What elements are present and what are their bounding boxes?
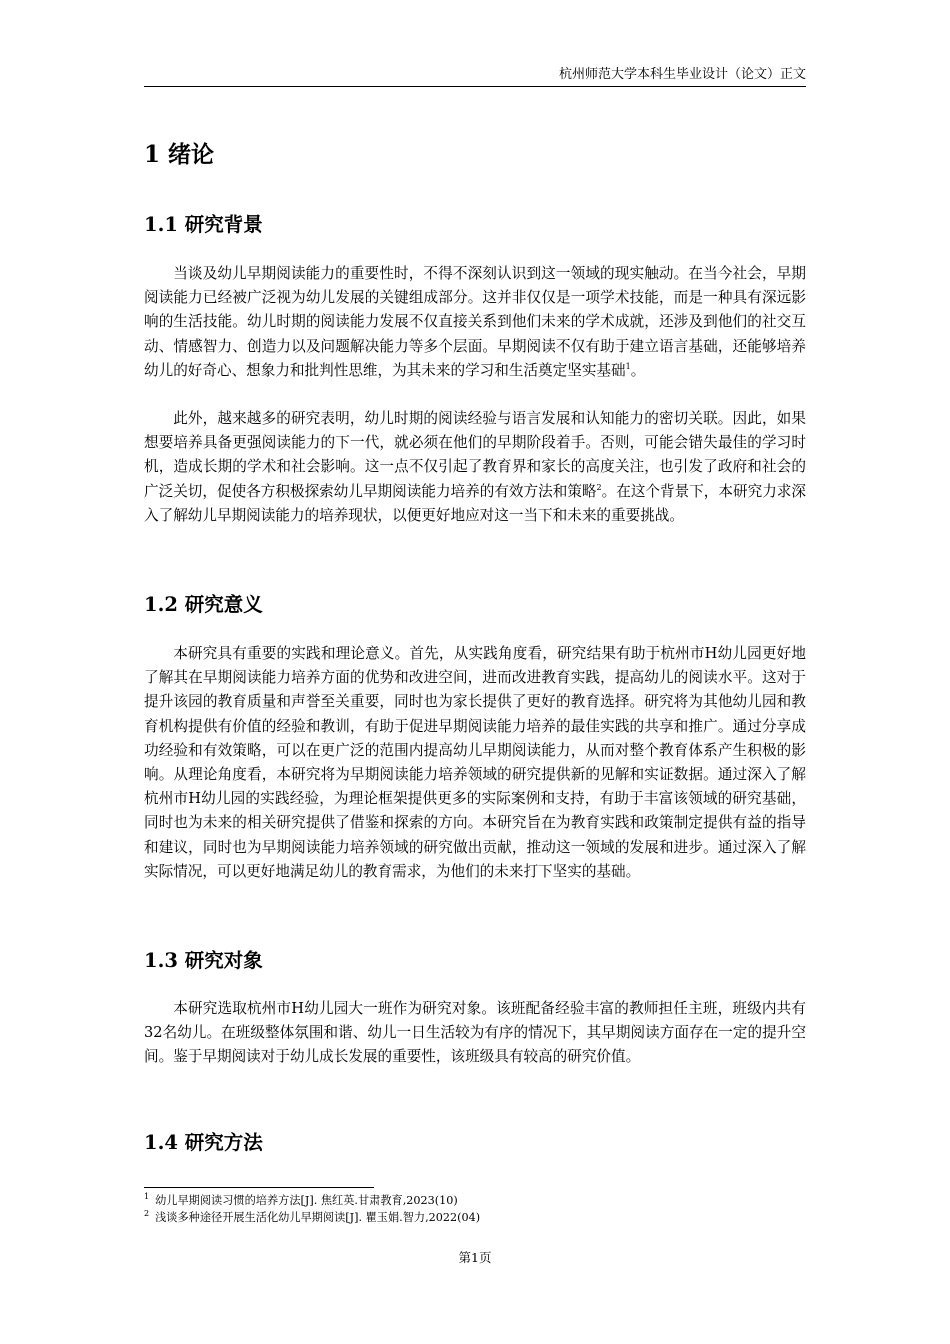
section-heading-subject: 1.3 研究对象 (144, 949, 263, 972)
paragraph-significance: 本研究具有重要的实践和理论意义。首先，从实践角度看，研究结果有助于杭州市H幼儿园更好地了解其在早期阅读能力培养方面的优势和改进空间，进而改进教育实践，提高幼儿的阅读水平。这对于提升该园的教育质量和声誉至关重要，同时也为家长提供了更好的教育选择。研究将为其他幼儿园和教育机构提供有价值的经验和教训，有助于促进早期阅读能力培养的最佳实践的共享和推广。通过分享成功经验和有效策略，可以在更广泛的范围内提高幼儿早期阅读能力，从而对整个教育体系产生积极的影响。从理论角度看，本研究将为早期阅读能力培养领域的研究提供新的见解和实证数据。通过深入了解杭州市H幼儿园的实践经验，为理论框架提供更多的实际案例和支持，有助于丰富该领域的研究基础，同时也为未来的相关研究提供了借鉴和探索的方向。本研究旨在为教育实践和政策制定提供有益的指导和建议，同时也为早期阅读能力培养领域的研究做出贡献，推动这一领域的发展和进步。通过深入了解实际情况，可以更好地满足幼儿的教育需求，为他们的未来打下坚实的基础。 (144, 645, 806, 880)
running-header: 杭州师范大学本科生毕业设计（论文）正文 (558, 67, 806, 82)
section-heading-background: 1.1 研究背景 (144, 213, 263, 236)
header-rule (144, 86, 806, 87)
footnote-1: $^1$ 幼儿早期阅读习惯的培养方法[J]. 焦红英.甘肃教育,2023(10) (144, 1192, 458, 1207)
page-number: 第1页 (458, 1250, 492, 1265)
paragraph-background-2: 此外，越来越多的研究表明，幼儿时期的阅读经验与语言发展和认知能力的密切关联。因此，如果想要培养具备更强阅读能力的下一代，就必须在他们的早期阶段着手。否则，可能会错失最佳的学习时机，造成长期的学术和社会影响。这一点不仅引起了教育界和家长的高度关注，也引发了政府和社会的广泛关切，促使各方积极探索幼儿早期阅读能力培养的有效方法和策略$^2$。在这个背景下，本研究力求深入了解幼儿早期阅读能力的培养现状，以便更好地应对这一当下和未来的重要挑战。 (144, 410, 806, 524)
section-heading-methods: 1.4 研究方法 (144, 1131, 263, 1154)
footnote-ref-1[interactable]: 1 (625, 361, 631, 371)
chapter-title: 1 绪论 (144, 141, 215, 168)
footnote-rule (144, 1187, 374, 1188)
section-heading-significance: 1.2 研究意义 (144, 593, 263, 616)
paragraph-background-1: 当谈及幼儿早期阅读能力的重要性时，不得不深刻认识到这一领域的现实触动。在当今社会，早期阅读能力已经被广泛视为幼儿发展的关键组成部分。这并非仅仅是一项学术技能，而是一种具有深远影响的生活技能。幼儿时期的阅读能力发展不仅直接关系到他们未来的学术成就，还涉及到他们的社交互动、情感智力、创造力以及问题解决能力等多个层面。早期阅读不仅有助于建立语言基础，还能够培养幼儿的好奇心、想象力和批判性思维，为其未来的学习和生活奠定坚实基础$^1$。 (144, 265, 806, 379)
footnote-ref-2[interactable]: 2 (596, 482, 602, 492)
footnote-2: $^2$ 浅谈多种途径开展生活化幼儿早期阅读[J]. 瞿玉娟.智力,2022(04) (144, 1209, 481, 1224)
paragraph-subject: 本研究选取杭州市H幼儿园大一班作为研究对象。该班配备经验丰富的教师担任主班，班级内共有32名幼儿。在班级整体氛围和谐、幼儿一日生活较为有序的情况下，其早期阅读方面存在一定的提升空间。鉴于早期阅读对于幼儿成长发展的重要性，该班级具有较高的研究价值。 (144, 1000, 806, 1066)
